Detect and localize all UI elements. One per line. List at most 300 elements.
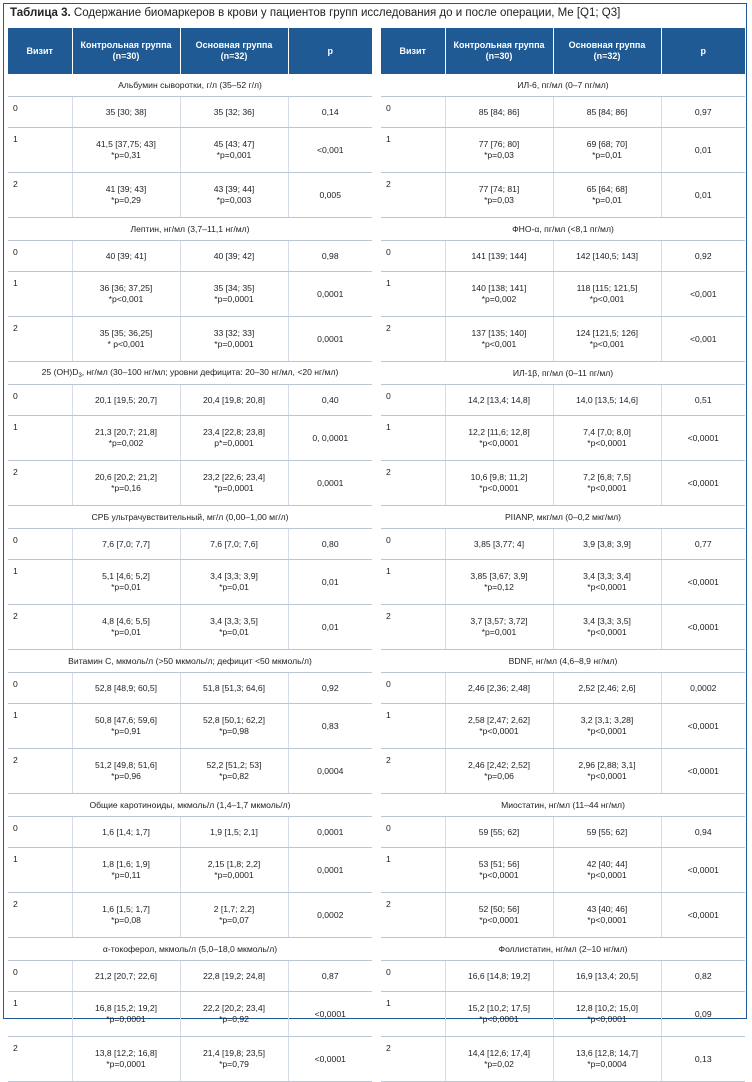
table-row <box>8 97 372 128</box>
table-row <box>381 272 745 317</box>
control-p-note: *p<0,0001 <box>479 870 519 880</box>
control-group-cell: 85 [84; 86] <box>445 97 553 128</box>
right-biomarker-table <box>381 28 745 1082</box>
control-p-note: * p<0,001 <box>107 339 145 349</box>
p-value-cell: 0,94 <box>661 817 745 848</box>
table-row <box>8 704 372 749</box>
table-row <box>8 893 372 938</box>
table-row <box>8 461 372 506</box>
p-value-cell: <0,0001 <box>661 560 745 605</box>
control-group-cell: 2,46 [2,42; 2,52] *p=0,06 <box>445 749 553 794</box>
section-header-row <box>8 506 372 529</box>
visit-cell: 1 <box>381 992 445 1037</box>
section-header-row <box>8 650 372 673</box>
visit-cell: 2 <box>8 317 72 362</box>
control-group-cell: 12,2 [11,6; 12,8] *p<0,0001 <box>445 416 553 461</box>
left-biomarker-table <box>8 28 372 1082</box>
visit-cell: 0 <box>8 241 72 272</box>
control-p-note: *p<0,001 <box>481 339 517 349</box>
header-main-group: Основная группа (n=32) <box>553 28 661 74</box>
visit-cell: 2 <box>8 173 72 218</box>
p-value-cell: 0,0001 <box>288 272 372 317</box>
main-group-cell: 42 [40; 44] *p<0,0001 <box>553 848 661 893</box>
control-p-note: *p=0,001 <box>481 627 517 637</box>
control-p-note: *p=0,03 <box>484 150 514 160</box>
visit-cell: 0 <box>8 529 72 560</box>
table-row <box>381 173 745 218</box>
main-p-note: *p=0,92 <box>219 1014 249 1024</box>
control-p-note: *p<0,001 <box>108 294 144 304</box>
main-p-note: *p=0,0001 <box>214 483 254 493</box>
main-p-note: *p=0,01 <box>219 627 249 637</box>
p-value-cell: 0,13 <box>661 1037 745 1082</box>
p-value-cell: <0,0001 <box>661 749 745 794</box>
table-row <box>381 749 745 794</box>
control-group-cell: 1,6 [1,4; 1,7] <box>72 817 180 848</box>
main-group-cell: 2,96 [2,88; 3,1] *p<0,0001 <box>553 749 661 794</box>
table-row <box>381 97 745 128</box>
control-p-note: *p=0,91 <box>111 726 141 736</box>
table-row <box>381 241 745 272</box>
main-p-note: *p=0,0001 <box>214 339 254 349</box>
control-group-cell: 2,46 [2,36; 2,48] <box>445 673 553 704</box>
visit-cell: 0 <box>381 241 445 272</box>
table-row <box>381 529 745 560</box>
table-row <box>8 272 372 317</box>
p-value-cell: 0,40 <box>288 385 372 416</box>
main-p-note: *p<0,0001 <box>587 870 627 880</box>
main-group-cell: 3,4 [3,3; 3,5] *p=0,01 <box>180 605 288 650</box>
main-group-cell: 51,8 [51,3; 64,6] <box>180 673 288 704</box>
control-group-cell: 141 [139; 144] <box>445 241 553 272</box>
control-group-cell: 16,8 [15,2; 19,2] *p=0,0001 <box>72 992 180 1037</box>
section-title: СРБ ультрачувствительный, мг/л (0,00–1,00 мг/л) <box>8 506 372 529</box>
main-group-cell: 7,6 [7,0; 7,6] <box>180 529 288 560</box>
main-p-note: *p<0,0001 <box>587 438 627 448</box>
visit-cell: 0 <box>8 673 72 704</box>
main-p-note: *p<0,0001 <box>587 726 627 736</box>
table-row <box>381 416 745 461</box>
table-row <box>381 992 745 1037</box>
table-row <box>381 385 745 416</box>
table-row <box>8 992 372 1037</box>
visit-cell: 2 <box>8 461 72 506</box>
section-header-row <box>381 218 745 241</box>
section-header-row <box>381 938 745 961</box>
control-group-cell: 50,8 [47,6; 59,6] *p=0,91 <box>72 704 180 749</box>
main-p-note: p*=0,0001 <box>214 438 254 448</box>
main-group-cell: 3,2 [3,1; 3,28] *p<0,0001 <box>553 704 661 749</box>
control-group-cell: 35 [35; 36,25] * p<0,001 <box>72 317 180 362</box>
main-group-cell: 2,15 [1,8; 2,2] *p=0,0001 <box>180 848 288 893</box>
main-group-cell: 124 [121,5; 126] *p<0,001 <box>553 317 661 362</box>
main-group-cell: 3,4 [3,3; 3,5] *p<0,0001 <box>553 605 661 650</box>
p-value-cell: 0,80 <box>288 529 372 560</box>
p-value-cell: 0,01 <box>661 173 745 218</box>
control-p-note: *p<0,0001 <box>479 483 519 493</box>
header-p: p <box>288 28 372 74</box>
section-header-row <box>8 74 372 97</box>
main-group-cell: 12,8 [10,2; 15,0] *p<0,0001 <box>553 992 661 1037</box>
visit-cell: 1 <box>381 848 445 893</box>
table-row <box>381 461 745 506</box>
control-p-note: *p=0,02 <box>484 1059 514 1069</box>
main-p-note: *p<0,0001 <box>587 483 627 493</box>
p-value-cell: 0,0001 <box>288 317 372 362</box>
main-group-cell: 52,2 [51,2; 53] *p=0,82 <box>180 749 288 794</box>
control-group-cell: 20,1 [19,5; 20,7] <box>72 385 180 416</box>
table-row <box>381 961 745 992</box>
section-header-row <box>8 794 372 817</box>
visit-cell: 1 <box>381 416 445 461</box>
main-group-cell: 7,4 [7,0; 8,0] *p<0,0001 <box>553 416 661 461</box>
table-row <box>381 848 745 893</box>
main-group-cell: 69 [68; 70] *p=0,01 <box>553 128 661 173</box>
visit-cell: 2 <box>8 749 72 794</box>
control-group-cell: 1,6 [1,5; 1,7] *p=0,08 <box>72 893 180 938</box>
control-p-note: *p<0,0001 <box>479 438 519 448</box>
control-p-note: *p=0,29 <box>111 195 141 205</box>
p-value-cell: 0,14 <box>288 97 372 128</box>
section-title: ФНО-α, пг/мл (<8,1 пг/мл) <box>381 218 745 241</box>
p-value-cell: <0,0001 <box>288 1037 372 1082</box>
table-row <box>381 673 745 704</box>
control-group-cell: 1,8 [1,6; 1,9] *p=0,11 <box>72 848 180 893</box>
control-p-note: *p=0,12 <box>484 582 514 592</box>
visit-cell: 1 <box>8 560 72 605</box>
main-p-note: *p<0,0001 <box>587 771 627 781</box>
section-title: 25 $(OH)D_3$, нг/мл (30–100 нг/мл; уровни дефицита: 20–30 нг/мл, <20 нг/мл) <box>8 362 372 385</box>
table-row <box>8 128 372 173</box>
control-group-cell: 36 [36; 37,25] *p<0,001 <box>72 272 180 317</box>
p-value-cell: <0,001 <box>288 128 372 173</box>
table-row <box>8 817 372 848</box>
right-table-block <box>381 28 745 1082</box>
control-p-note: *p<0,0001 <box>479 1014 519 1024</box>
header-main-group: Основная группа (n=32) <box>180 28 288 74</box>
table-header-row <box>381 28 745 74</box>
control-group-cell: 140 [138; 141] *p=0,002 <box>445 272 553 317</box>
control-group-cell: 2,58 [2,47; 2,62] *p<0,0001 <box>445 704 553 749</box>
header-control-group: Контрольная группа (n=30) <box>72 28 180 74</box>
control-group-cell: 77 [76; 80] *p=0,03 <box>445 128 553 173</box>
p-value-cell: 0,82 <box>661 961 745 992</box>
section-title: Лептин, нг/мл (3,7–11,1 нг/мл) <box>8 218 372 241</box>
table-row <box>381 560 745 605</box>
left-table-block <box>8 28 372 1082</box>
visit-cell: 1 <box>8 128 72 173</box>
visit-cell: 1 <box>8 416 72 461</box>
p-value-cell: 0,0001 <box>288 848 372 893</box>
main-group-cell: 43 [40; 46] *p<0,0001 <box>553 893 661 938</box>
table-row <box>8 605 372 650</box>
main-p-note: *p<0,0001 <box>587 627 627 637</box>
header-p: p <box>661 28 745 74</box>
control-group-cell: 59 [55; 62] <box>445 817 553 848</box>
control-group-cell: 3,85 [3,67; 3,9] *p=0,12 <box>445 560 553 605</box>
caption-label: Таблица 3. <box>10 7 71 19</box>
control-p-note: *p=0,002 <box>481 294 517 304</box>
main-p-note: *p=0,0001 <box>214 870 254 880</box>
main-p-note: *p<0,001 <box>589 339 625 349</box>
p-value-cell: <0,0001 <box>661 848 745 893</box>
main-p-note: *p=0,01 <box>219 582 249 592</box>
control-group-cell: 51,2 [49,8; 51,6] *p=0,96 <box>72 749 180 794</box>
visit-cell: 0 <box>381 817 445 848</box>
main-group-cell: 23,4 [22,8; 23,8] p*=0,0001 <box>180 416 288 461</box>
caption-text: Содержание биомаркеров в крови у пациентов групп исследования до и после операции, Me [Q1; Q3] <box>73 7 621 19</box>
table-row <box>381 893 745 938</box>
control-group-cell: 4,8 [4,6; 5,5] *p=0,01 <box>72 605 180 650</box>
main-group-cell: 45 [43; 47] *p=0,001 <box>180 128 288 173</box>
visit-cell: 2 <box>381 173 445 218</box>
main-p-note: *p=0,01 <box>592 195 622 205</box>
control-p-note: *p=0,06 <box>484 771 514 781</box>
control-group-cell: 21,3 [20,7; 21,8] *p=0,002 <box>72 416 180 461</box>
p-value-cell: <0,0001 <box>661 893 745 938</box>
section-title: Фоллистатин, нг/мл (2–10 нг/мл) <box>381 938 745 961</box>
section-header-row <box>381 506 745 529</box>
control-group-cell: 13,8 [12,2; 16,8] *p=0,0001 <box>72 1037 180 1082</box>
main-group-cell: 3,4 [3,3; 3,4] *p<0,0001 <box>553 560 661 605</box>
main-p-note: *p=0,79 <box>219 1059 249 1069</box>
p-value-cell: 0, 0,0001 <box>288 416 372 461</box>
main-p-note: *p=0,003 <box>216 195 252 205</box>
table-row <box>8 749 372 794</box>
control-p-note: *p=0,0001 <box>106 1059 146 1069</box>
table-row <box>8 173 372 218</box>
table-row <box>8 416 372 461</box>
control-group-cell: 52,8 [48,9; 60,5] <box>72 673 180 704</box>
section-header-row <box>8 218 372 241</box>
main-group-cell: 13,6 [12,8; 14,7] *p=0,0004 <box>553 1037 661 1082</box>
visit-cell: 1 <box>8 848 72 893</box>
control-group-cell: 15,2 [10,2; 17,5] *p<0,0001 <box>445 992 553 1037</box>
p-value-cell: 0,77 <box>661 529 745 560</box>
section-header-row <box>8 938 372 961</box>
control-p-note: *p=0,08 <box>111 915 141 925</box>
visit-cell: 0 <box>8 97 72 128</box>
visit-cell: 0 <box>381 673 445 704</box>
main-p-note: *p<0,0001 <box>587 915 627 925</box>
section-title: Витамин С, мкмоль/л (>50 мкмоль/л; дефицит <50 мкмоль/л) <box>8 650 372 673</box>
section-header-row <box>381 794 745 817</box>
p-value-cell: 0,0004 <box>288 749 372 794</box>
main-group-cell: 16,9 [13,4; 20,5] <box>553 961 661 992</box>
visit-cell: 0 <box>8 385 72 416</box>
visit-cell: 2 <box>8 605 72 650</box>
control-p-note: *p=0,03 <box>484 195 514 205</box>
section-title: BDNF, нг/мл (4,6–8,9 нг/мл) <box>381 650 745 673</box>
main-p-note: *p<0,0001 <box>587 582 627 592</box>
control-p-note: *p=0,01 <box>111 627 141 637</box>
table-row <box>381 817 745 848</box>
p-value-cell: <0,0001 <box>288 992 372 1037</box>
section-title: α-токоферол, мкмоль/л (5,0–18,0 мкмоль/л) <box>8 938 372 961</box>
main-p-note: *p=0,001 <box>216 150 252 160</box>
main-group-cell: 33 [32; 33] *p=0,0001 <box>180 317 288 362</box>
visit-cell: 2 <box>381 749 445 794</box>
main-p-note: *p=0,98 <box>219 726 249 736</box>
visit-cell: 0 <box>381 529 445 560</box>
section-title: PIIANP, мкг/мл (0–0,2 мкг/мл) <box>381 506 745 529</box>
control-p-note: *p<0,0001 <box>479 915 519 925</box>
control-p-note: *p=0,01 <box>111 582 141 592</box>
main-group-cell: 7,2 [6,8; 7,5] *p<0,0001 <box>553 461 661 506</box>
control-p-note: *p=0,96 <box>111 771 141 781</box>
p-value-cell: 0,92 <box>288 673 372 704</box>
table-caption <box>10 6 620 21</box>
visit-cell: 1 <box>8 272 72 317</box>
control-group-cell: 5,1 [4,6; 5,2] *p=0,01 <box>72 560 180 605</box>
section-header-row <box>381 362 745 385</box>
table-row <box>381 317 745 362</box>
p-value-cell: 0,98 <box>288 241 372 272</box>
visit-cell: 1 <box>381 560 445 605</box>
control-group-cell: 10,6 [9,8; 11,2] *p<0,0001 <box>445 461 553 506</box>
main-group-cell: 52,8 [50,1; 62,2] *p=0,98 <box>180 704 288 749</box>
p-value-cell: 0,0001 <box>288 461 372 506</box>
header-visit: Визит <box>8 28 72 74</box>
control-group-cell: 41 [39; 43] *p=0,29 <box>72 173 180 218</box>
table-row <box>381 605 745 650</box>
control-group-cell: 3,85 [3,77; 4] <box>445 529 553 560</box>
control-p-note: *p=0,0001 <box>106 1014 146 1024</box>
control-group-cell: 35 [30; 38] <box>72 97 180 128</box>
p-value-cell: <0,001 <box>661 272 745 317</box>
visit-cell: 2 <box>8 1037 72 1082</box>
p-value-cell: <0,0001 <box>661 416 745 461</box>
main-group-cell: 118 [115; 121,5] *p<0,001 <box>553 272 661 317</box>
visit-cell: 0 <box>381 961 445 992</box>
control-p-note: *p=0,31 <box>111 150 141 160</box>
main-p-note: *p=0,0001 <box>214 294 254 304</box>
main-group-cell: 59 [55; 62] <box>553 817 661 848</box>
table-row <box>381 128 745 173</box>
table-row <box>8 385 372 416</box>
control-group-cell: 14,4 [12,6; 17,4] *p=0,02 <box>445 1037 553 1082</box>
visit-cell: 2 <box>381 317 445 362</box>
section-title: ИЛ-6, пг/мл (0–7 пг/мл) <box>381 74 745 97</box>
main-group-cell: 2,52 [2,46; 2,6] <box>553 673 661 704</box>
control-p-note: *p=0,002 <box>108 438 144 448</box>
control-group-cell: 7,6 [7,0; 7,7] <box>72 529 180 560</box>
visit-cell: 1 <box>8 992 72 1037</box>
section-header-row <box>381 650 745 673</box>
table-row <box>8 529 372 560</box>
main-group-cell: 40 [39; 42] <box>180 241 288 272</box>
control-group-cell: 52 [50; 56] *p<0,0001 <box>445 893 553 938</box>
p-value-cell: 0,09 <box>661 992 745 1037</box>
p-value-cell: <0,0001 <box>661 704 745 749</box>
main-p-note: *p<0,001 <box>589 294 625 304</box>
control-group-cell: 53 [51; 56] *p<0,0001 <box>445 848 553 893</box>
p-value-cell: 0,0002 <box>288 893 372 938</box>
p-value-cell: 0,005 <box>288 173 372 218</box>
control-group-cell: 3,7 [3,57; 3,72] *p=0,001 <box>445 605 553 650</box>
section-header-row <box>8 362 372 385</box>
table-row <box>381 1037 745 1082</box>
main-group-cell: 1,9 [1,5; 2,1] <box>180 817 288 848</box>
table-row <box>8 848 372 893</box>
visit-cell: 0 <box>8 817 72 848</box>
main-group-cell: 85 [84; 86] <box>553 97 661 128</box>
main-group-cell: 35 [32; 36] <box>180 97 288 128</box>
visit-cell: 1 <box>381 704 445 749</box>
p-value-cell: <0,001 <box>661 317 745 362</box>
p-value-cell: 0,51 <box>661 385 745 416</box>
table-row <box>381 704 745 749</box>
main-group-cell: 3,4 [3,3; 3,9] *p=0,01 <box>180 560 288 605</box>
control-group-cell: 14,2 [13,4; 14,8] <box>445 385 553 416</box>
visit-cell: 1 <box>8 704 72 749</box>
table-row <box>8 560 372 605</box>
visit-cell: 2 <box>381 461 445 506</box>
p-value-cell: 0,92 <box>661 241 745 272</box>
visit-cell: 2 <box>381 893 445 938</box>
p-value-cell: <0,0001 <box>661 605 745 650</box>
table-header-row <box>8 28 372 74</box>
main-group-cell: 35 [34; 35] *p=0,0001 <box>180 272 288 317</box>
main-group-cell: 2 [1,7; 2,2] *p=0,07 <box>180 893 288 938</box>
section-title: Альбумин сыворотки, г/л (35–52 г/л) <box>8 74 372 97</box>
main-group-cell: 65 [64; 68] *p=0,01 <box>553 173 661 218</box>
control-group-cell: 41,5 [37,75; 43] *p=0,31 <box>72 128 180 173</box>
header-control-group: Контрольная группа (n=30) <box>445 28 553 74</box>
p-value-cell: 0,97 <box>661 97 745 128</box>
visit-cell: 0 <box>381 97 445 128</box>
main-group-cell: 3,9 [3,8; 3,9] <box>553 529 661 560</box>
main-p-note: *p=0,07 <box>219 915 249 925</box>
main-group-cell: 21,4 [19,8; 23,5] *p=0,79 <box>180 1037 288 1082</box>
main-group-cell: 43 [39; 44] *p=0,003 <box>180 173 288 218</box>
control-p-note: *p<0,0001 <box>479 726 519 736</box>
main-p-note: *p<0,0001 <box>587 1014 627 1024</box>
p-value-cell: 0,01 <box>288 605 372 650</box>
section-header-row <box>381 74 745 97</box>
main-group-cell: 20,4 [19,8; 20,8] <box>180 385 288 416</box>
p-value-cell: 0,87 <box>288 961 372 992</box>
visit-cell: 1 <box>381 272 445 317</box>
visit-cell: 1 <box>381 128 445 173</box>
control-group-cell: 21,2 [20,7; 22,6] <box>72 961 180 992</box>
header-visit: Визит <box>381 28 445 74</box>
main-p-note: *p=0,01 <box>592 150 622 160</box>
control-group-cell: 77 [74; 81] *p=0,03 <box>445 173 553 218</box>
main-group-cell: 142 [140,5; 143] <box>553 241 661 272</box>
p-value-cell: 0,0002 <box>661 673 745 704</box>
main-group-cell: 23,2 [22,6; 23,4] *p=0,0001 <box>180 461 288 506</box>
p-value-cell: <0,0001 <box>661 461 745 506</box>
section-title: Миостатин, нг/мл (11–44 нг/мл) <box>381 794 745 817</box>
p-value-cell: 0,83 <box>288 704 372 749</box>
visit-cell: 0 <box>8 961 72 992</box>
visit-cell: 2 <box>381 605 445 650</box>
section-title: ИЛ-1β, пг/мл (0–11 пг/мл) <box>381 362 745 385</box>
main-group-cell: 22,8 [19,2; 24,8] <box>180 961 288 992</box>
visit-cell: 2 <box>381 1037 445 1082</box>
main-p-note: *p=0,0004 <box>587 1059 627 1069</box>
table-row <box>8 1037 372 1082</box>
control-group-cell: 40 [39; 41] <box>72 241 180 272</box>
main-p-note: *p=0,82 <box>219 771 249 781</box>
p-value-cell: 0,01 <box>288 560 372 605</box>
main-group-cell: 14,0 [13,5; 14,6] <box>553 385 661 416</box>
table-row <box>8 673 372 704</box>
table-row <box>8 961 372 992</box>
table-row <box>8 241 372 272</box>
section-title: Общие каротиноиды, мкмоль/л (1,4–1,7 мкмоль/л) <box>8 794 372 817</box>
